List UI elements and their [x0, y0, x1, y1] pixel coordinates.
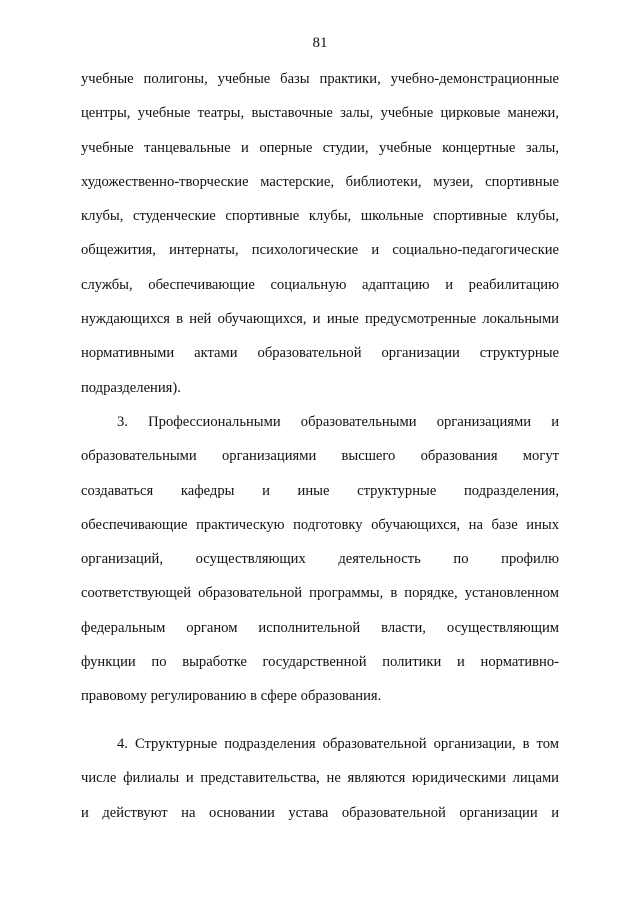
text-line: учебные танцевальные и оперные студии, учебные концертные залы,: [81, 139, 559, 156]
text-line: клубы, студенческие спортивные клубы, школьные спортивные клубы,: [81, 208, 559, 225]
text-line: 3. Профессиональными образовательными организациями и: [117, 414, 559, 430]
paragraph-item-4: [81, 734, 559, 837]
text-line: нуждающихся в ней обучающихся, и иные предусмотренные локальными: [81, 311, 559, 328]
text-line: учебные полигоны, учебные базы практики, учебно-демонстрационные: [81, 71, 559, 87]
text-line: художественно-творческие мастерские, библиотеки, музеи, спортивные: [81, 173, 559, 190]
text-line: функции по выработке государственной политики и нормативно-: [81, 654, 559, 671]
text-line: 4. Структурные подразделения образовательной организации, в том: [117, 736, 559, 752]
text-line: нормативными актами образовательной организации структурные: [81, 345, 559, 362]
page-number: 81: [312, 35, 328, 51]
text-line: центры, учебные театры, выставочные залы, учебные цирковые манежи,: [81, 105, 559, 122]
text-line: и действуют на основании устава образовательной организации и: [81, 804, 559, 821]
text-line: подразделения).: [81, 379, 181, 396]
text-line: образовательными организациями высшего образования могут: [81, 448, 559, 465]
text-line: обеспечивающие практическую подготовку обучающихся, на базе иных: [81, 516, 559, 533]
text-line: службы, обеспечивающие социальную адаптацию и реабилитацию: [81, 276, 559, 293]
text-line: создаваться кафедры и иные структурные подразделения,: [81, 482, 559, 499]
text-line: правовому регулированию в сфере образования.: [81, 688, 382, 705]
text-line: соответствующей образовательной программы, в порядке, установленном: [81, 585, 559, 602]
text-line: организаций, осуществляющих деятельность по профилю: [81, 551, 559, 568]
text-line: числе филиалы и представительства, не являются юридическими лицами: [81, 770, 559, 787]
text-line: федеральным органом исполнительной власти, осуществляющим: [81, 619, 559, 636]
paragraph-continuation: [81, 69, 559, 412]
paragraph-item-3: [81, 412, 559, 721]
text-line: общежития, интернаты, психологические и социально-педагогические: [81, 242, 559, 259]
